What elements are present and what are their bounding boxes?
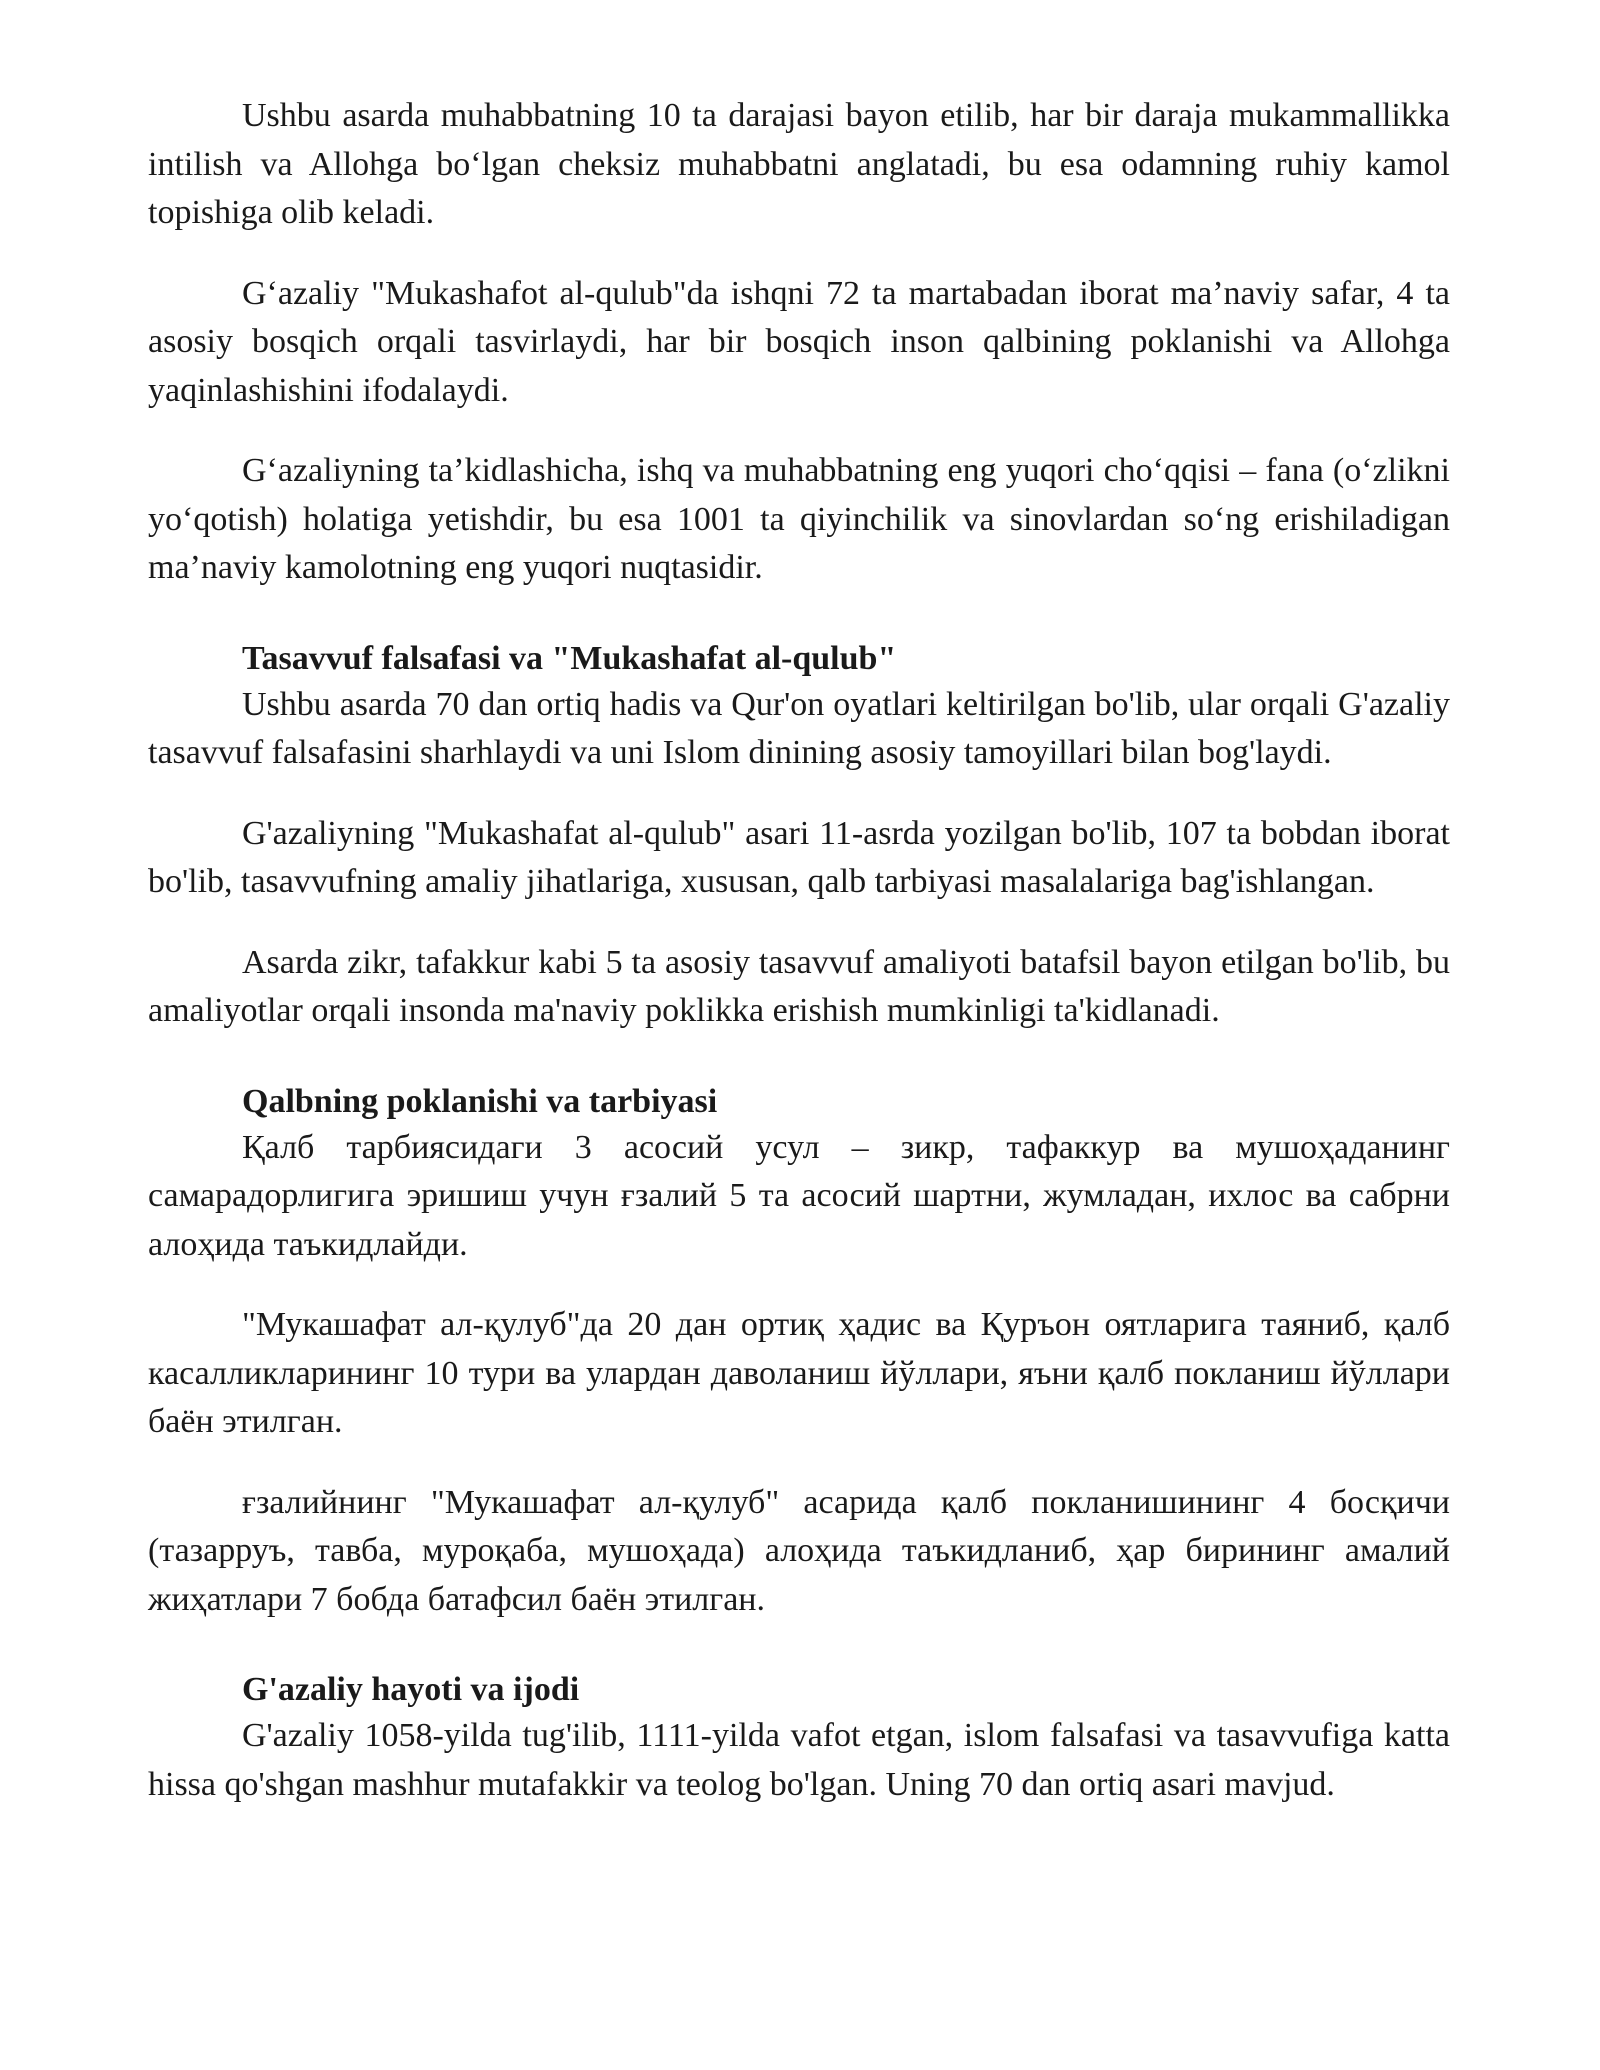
section-paragraph: Қалб тарбиясидаги 3 асосий усул – зикр, тафаккур ва мушоҳаданинг самарадорлигига эришиш учун ғзалий 5 та асосий шартни, жумладан, ихлос ва сабрни алоҳида таъкидлайди.: [148, 1128, 1450, 1263]
section-tasavvuf: [148, 637, 1450, 1036]
intro-paragraph-2: G‘azaliy "Mukashafot al-qulub"da ishqni 72 ta martabadan iborat ma’naviy safar, 4 ta asosiy bosqich orqali tasvirlaydi, har bir bosqich inson qalbining poklanishi va Allohga yaqinlashishini ifodalaydi.: [148, 274, 1450, 409]
section-paragraph: Ushbu asarda 70 dan ortiq hadis va Qur'on oyatlari keltirilgan bo'lib, ular orqali G'azaliy tasavvuf falsafasini sharhlaydi va uni Islom dinining asosiy tamoyillari bilan bog'laydi.: [148, 685, 1450, 771]
section-heading: Tasavvuf falsafasi va "Mukashafat al-qulub": [242, 639, 897, 677]
section-hayoti: [148, 1668, 1450, 1809]
section-qalb: [148, 1080, 1450, 1625]
intro-paragraph-3: G‘azaliyning ta’kidlashicha, ishq va muhabbatning eng yuqori cho‘qqisi – fana (o‘zlikni yo‘qotish) holatiga yetishdir, bu esa 1001 ta qiyinchilik va sinovlardan so‘ng erishiladigan ma’naviy kamolotning eng yuqori nuqtasidir.: [148, 452, 1450, 586]
section-paragraph: ғзалийнинг "Мукашафат ал-қулуб" асарида қалб покланишининг 4 босқичи (тазарруъ, тавба, муроқаба, мушоҳада) алоҳида таъкидланиб, ҳар бирининг амалий жиҳатлари 7 бобда батафсил баён этилган.: [148, 1483, 1450, 1618]
section-heading: G'azaliy hayoti va ijodi: [242, 1671, 580, 1708]
section-paragraph: "Мукашафат ал-қулуб"да 20 дан ортиқ ҳадис ва Қуръон оятларига таяниб, қалб касалликларининг 10 тури ва улардан даволаниш йўллари, яъни қалб покланиш йўллари баён этилган.: [148, 1306, 1450, 1440]
document-page: [148, 92, 1450, 1841]
section-paragraph: G'azaliy 1058-yilda tug'ilib, 1111-yilda vafot etgan, islom falsafasi va tasavvufiga katta hissa qo'shgan mashhur mutafakkir va teolog bo'lgan. Uning 70 dan ortiq asari mavjud.: [148, 1717, 1450, 1803]
section-heading: Qalbning poklanishi va tarbiyasi: [242, 1082, 718, 1120]
intro-paragraph-1: Ushbu asarda muhabbatning 10 ta darajasi bayon etilib, har bir daraja mukammallikka intilish va Allohga bo‘lgan cheksiz muhabbatni anglatadi, bu esa odamning ruhiy kamol topishiga olib keladi.: [148, 97, 1450, 231]
section-paragraph: G'azaliyning "Mukashafat al-qulub" asari 11-asrda yozilgan bo'lib, 107 ta bobdan iborat bo'lib, tasavvufning amaliy jihatlariga, xususan, qalb tarbiyasi masalalariga bag'ishlangan.: [148, 814, 1450, 900]
section-paragraph: Asarda zikr, tafakkur kabi 5 ta asosiy tasavvuf amaliyoti batafsil bayon etilgan bo'lib, bu amaliyotlar orqali insonda ma'naviy poklikka erishish mumkinligi ta'kidlanadi.: [148, 943, 1450, 1029]
